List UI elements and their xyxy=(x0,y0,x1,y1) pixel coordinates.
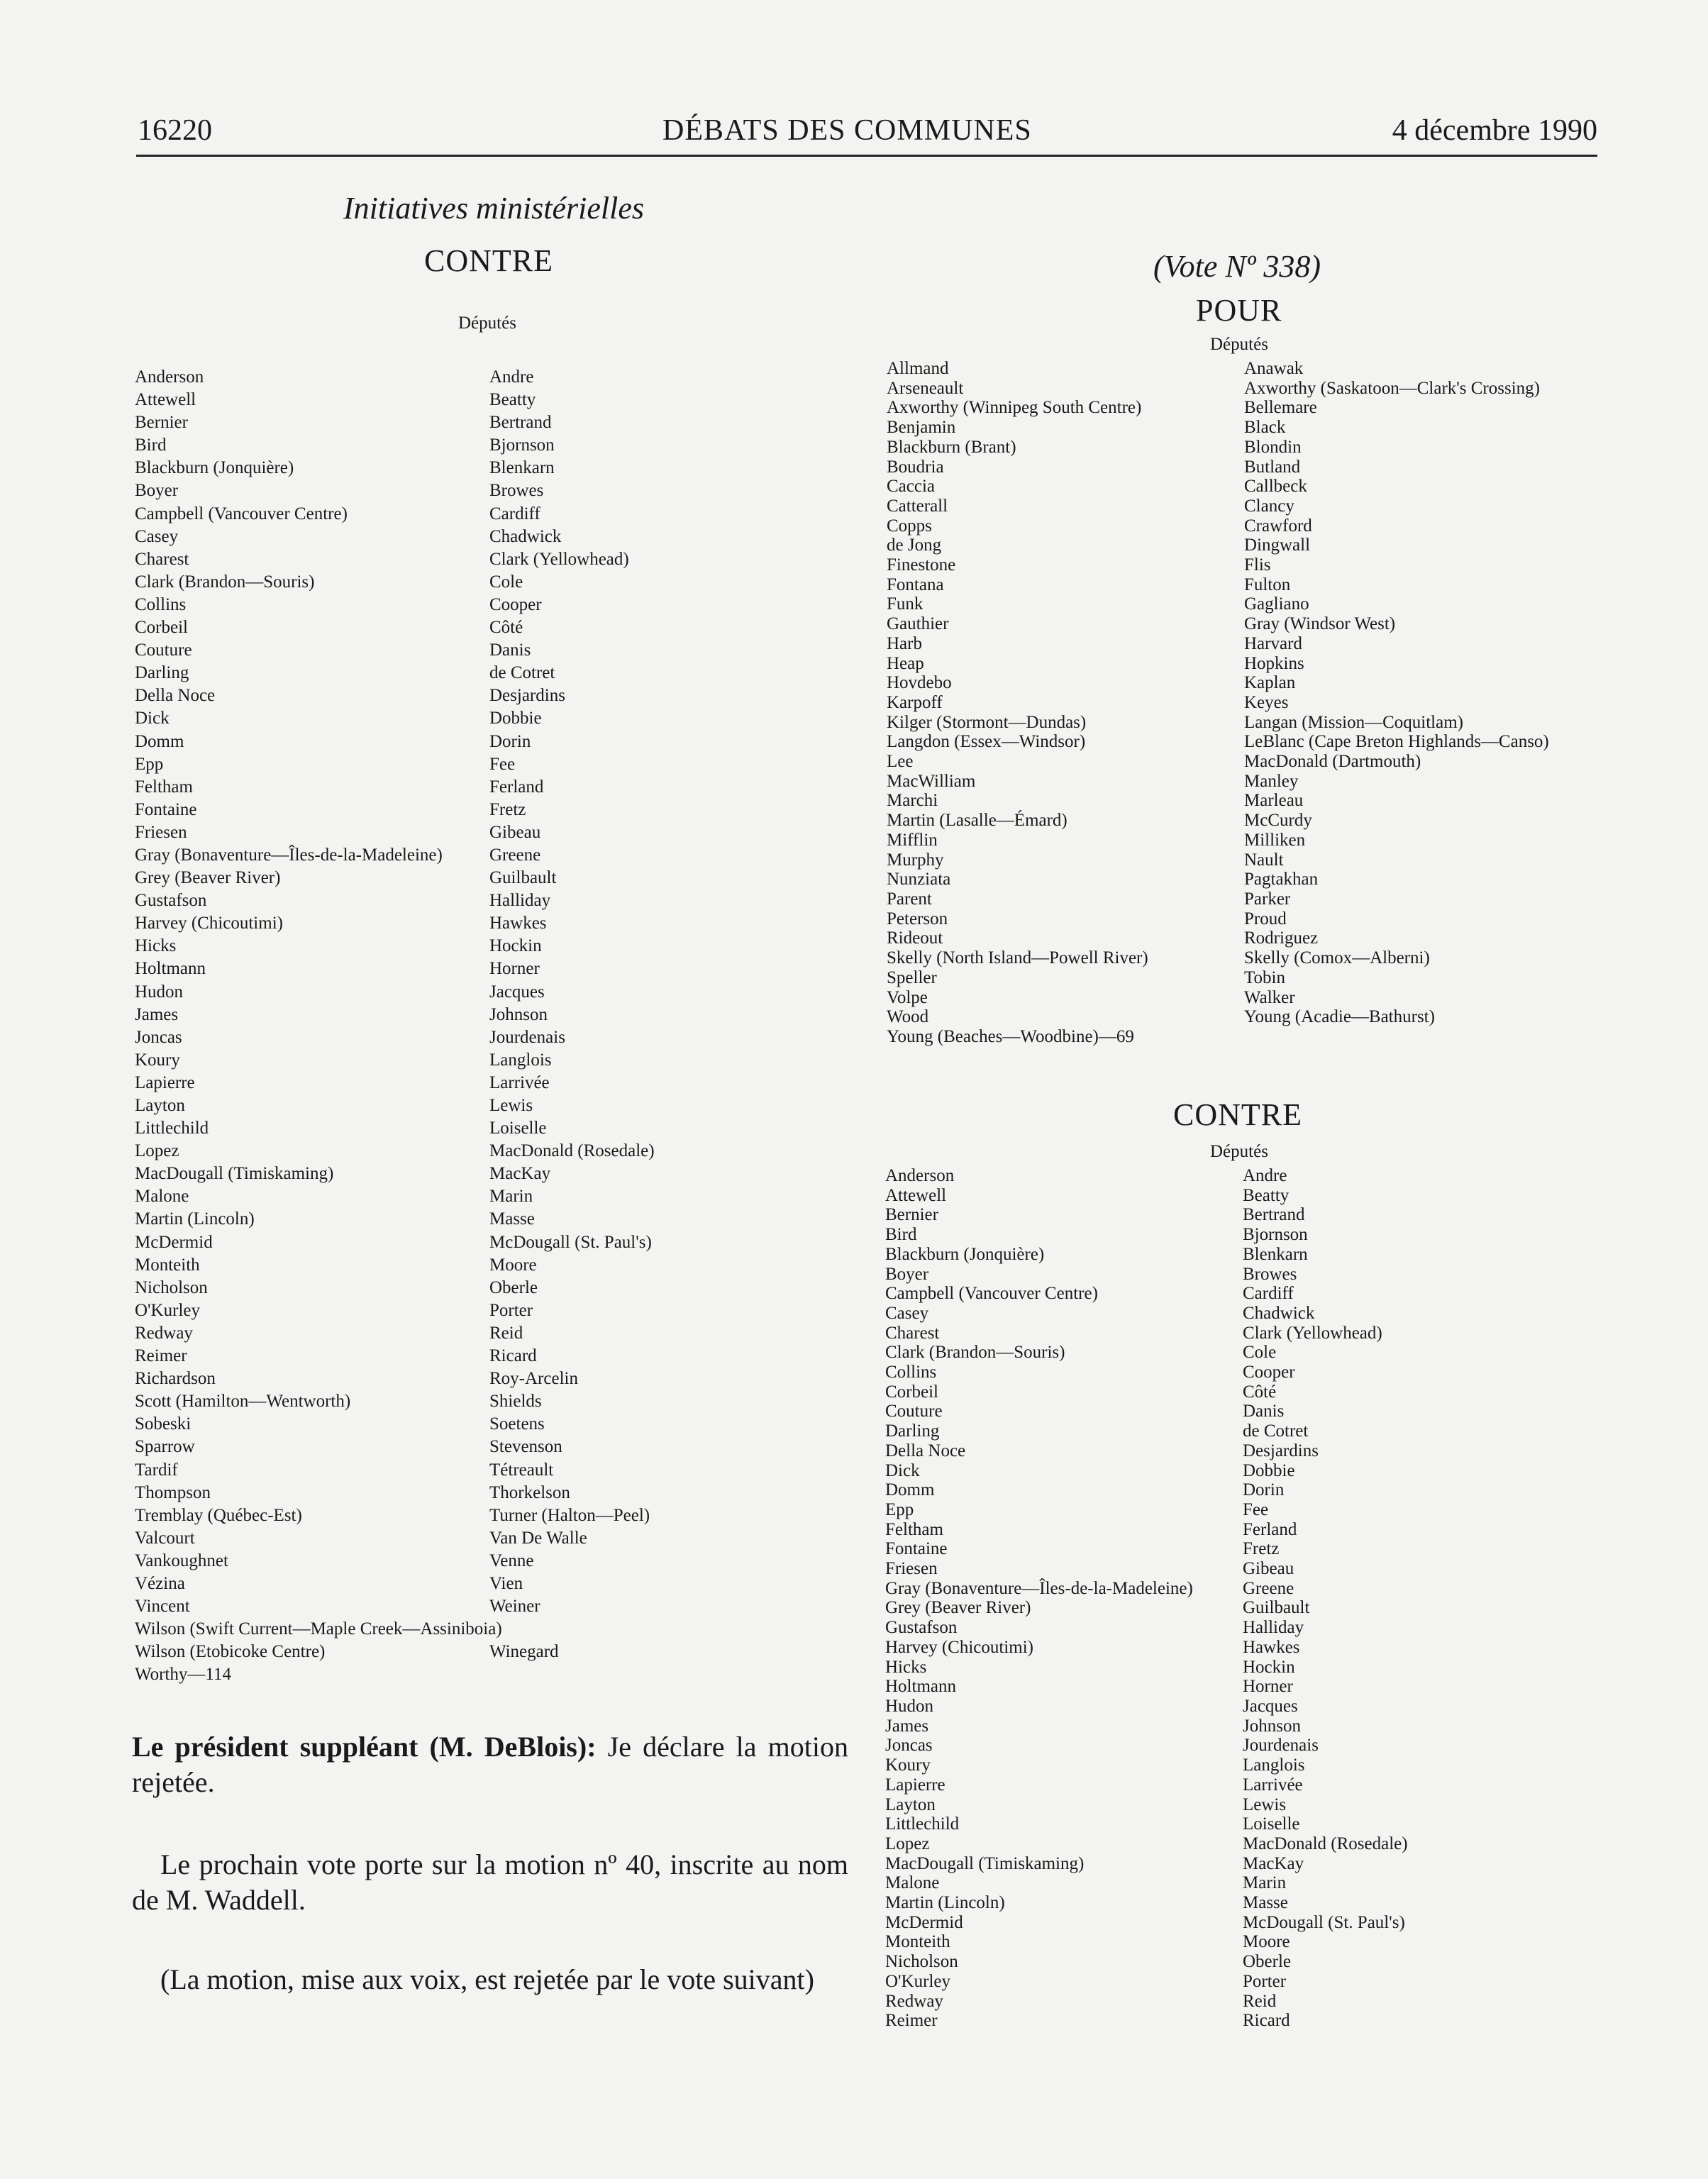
member-name: Butland xyxy=(1244,457,1301,477)
member-name: Marchi xyxy=(887,791,938,811)
member-name: LeBlanc (Cape Breton Highlands—Canso) xyxy=(1244,732,1549,752)
member-name: Hicks xyxy=(885,1657,927,1677)
member-name: MacDougall (Timiskaming) xyxy=(135,1164,334,1184)
member-name: Soetens xyxy=(489,1414,545,1434)
member-name: Browes xyxy=(489,481,544,501)
member-name: Catterall xyxy=(887,496,948,516)
member-name: Joncas xyxy=(885,1736,933,1756)
member-name: Pagtakhan xyxy=(1244,870,1319,889)
member-name: Horner xyxy=(489,959,540,979)
member-name: Peterson xyxy=(887,909,948,928)
member-name: Collins xyxy=(885,1363,937,1382)
member-name: Johnson xyxy=(489,1004,548,1024)
member-name: Côté xyxy=(489,618,523,638)
member-name: Venne xyxy=(489,1551,534,1570)
member-name: Hudon xyxy=(135,982,184,1002)
member-name: Fontaine xyxy=(885,1539,948,1559)
member-name: Tremblay (Québec-Est) xyxy=(135,1505,302,1525)
member-name: Proud xyxy=(1244,909,1287,928)
member-name: Moore xyxy=(1243,1932,1290,1952)
member-name: Moore xyxy=(489,1255,537,1275)
pour-deputes-subheading: Députés xyxy=(1210,335,1268,354)
member-name: Gauthier xyxy=(887,614,949,634)
member-name: Clark (Yellowhead) xyxy=(1243,1323,1382,1343)
member-name: Martin (Lasalle—Émard) xyxy=(887,811,1068,831)
member-name: Lopez xyxy=(135,1141,179,1161)
member-name: Côté xyxy=(1243,1382,1277,1402)
member-name: Charest xyxy=(135,549,189,569)
member-name: Cardiff xyxy=(489,504,540,523)
member-name: Cooper xyxy=(489,594,542,614)
member-name: Lewis xyxy=(489,1096,533,1115)
member-name: Hawkes xyxy=(1243,1637,1300,1657)
member-name: Murphy xyxy=(887,850,944,870)
member-name: Feltham xyxy=(885,1519,943,1539)
member-name: Darling xyxy=(885,1421,940,1441)
member-name: Andre xyxy=(1243,1166,1287,1185)
member-name: Holtmann xyxy=(885,1677,956,1697)
member-name: Gibeau xyxy=(1243,1559,1294,1579)
member-name: Bjornson xyxy=(1243,1225,1308,1245)
member-name: Blackburn (Brant) xyxy=(887,437,1016,457)
member-name: Gray (Bonaventure—Îles-de-la-Madeleine) xyxy=(885,1578,1193,1598)
member-name: Harvey (Chicoutimi) xyxy=(885,1637,1033,1657)
member-name: Larrivée xyxy=(1243,1775,1303,1795)
member-name: McDermid xyxy=(885,1912,963,1932)
member-name: Malone xyxy=(885,1873,940,1893)
member-name: Shields xyxy=(489,1392,542,1412)
member-name: Worthy—114 xyxy=(135,1665,231,1685)
pour-list-col1 xyxy=(887,359,1148,1047)
member-name: Fee xyxy=(1243,1499,1269,1519)
member-name: Caccia xyxy=(887,477,936,497)
member-name: Greene xyxy=(489,845,541,865)
member-name: Larrivée xyxy=(489,1072,550,1092)
member-name: Tobin xyxy=(1244,967,1285,987)
member-name: Kaplan xyxy=(1244,673,1296,693)
member-name: Langlois xyxy=(489,1050,552,1070)
member-name: Fee xyxy=(489,754,516,774)
member-name: Loiselle xyxy=(1243,1814,1300,1834)
publication-date: 4 décembre 1990 xyxy=(1392,114,1597,147)
member-name: Ferland xyxy=(1243,1519,1297,1539)
member-name: Hockin xyxy=(1243,1657,1295,1677)
member-name: Martin (Lincoln) xyxy=(135,1209,255,1229)
member-name: Guilbault xyxy=(489,868,557,888)
member-name: Parent xyxy=(887,889,932,909)
member-name: Black xyxy=(1244,418,1286,438)
member-name xyxy=(489,1618,655,1641)
member-name: MacDonald (Rosedale) xyxy=(489,1141,655,1161)
member-name: Harvey (Chicoutimi) xyxy=(135,914,283,933)
member-name: Desjardins xyxy=(489,686,565,706)
member-name: Fretz xyxy=(489,799,526,819)
member-name: Nicholson xyxy=(135,1277,208,1297)
member-name: Blackburn (Jonquière) xyxy=(135,458,294,478)
member-name: Blondin xyxy=(1244,437,1302,457)
member-name: Dick xyxy=(135,709,170,728)
member-name: James xyxy=(135,1004,179,1024)
left-contre-list-col1 xyxy=(135,366,502,1686)
member-name: MacDonald (Dartmouth) xyxy=(1244,752,1421,772)
member-name: Layton xyxy=(135,1096,185,1115)
member-name: Rideout xyxy=(887,928,943,948)
member-name: Marin xyxy=(1243,1873,1287,1893)
member-name: Dick xyxy=(885,1460,920,1480)
member-name: Arseneault xyxy=(887,378,964,398)
member-name: Della Noce xyxy=(135,686,216,706)
member-name: Dingwall xyxy=(1244,536,1311,555)
member-name: Couture xyxy=(885,1402,943,1421)
member-name: Corbeil xyxy=(135,618,188,638)
member-name: Dorin xyxy=(1243,1480,1285,1500)
member-name: Koury xyxy=(885,1756,931,1775)
member-name: Weiner xyxy=(489,1597,540,1617)
member-name: MacDonald (Rosedale) xyxy=(1243,1834,1408,1853)
member-name: Halliday xyxy=(489,891,551,911)
member-name: Gustafson xyxy=(135,891,207,911)
member-name: Vien xyxy=(489,1573,523,1593)
member-name: Beatty xyxy=(1243,1185,1290,1205)
member-name: de Cotret xyxy=(1243,1421,1309,1441)
member-name: McDougall (St. Paul's) xyxy=(1243,1912,1405,1932)
member-name: Attewell xyxy=(135,390,196,410)
member-name: McDermid xyxy=(135,1232,213,1252)
member-name: Domm xyxy=(885,1480,935,1500)
member-name: Dobbie xyxy=(489,709,542,728)
member-name: Cardiff xyxy=(1243,1284,1294,1304)
member-name: Ferland xyxy=(489,777,544,797)
right-contre-list-col2 xyxy=(1243,1166,1408,2031)
member-name: Nicholson xyxy=(885,1952,958,1972)
member-name: Cole xyxy=(489,572,523,592)
speaker-statement xyxy=(132,1729,848,1800)
member-name: Andre xyxy=(489,367,534,387)
member-name: Malone xyxy=(135,1187,189,1207)
member-name: Reimer xyxy=(135,1346,187,1366)
member-name: Young (Acadie—Bathurst) xyxy=(1244,1007,1435,1027)
section-title: Initiatives ministérielles xyxy=(343,191,645,226)
member-name: Browes xyxy=(1243,1264,1297,1284)
member-name: Scott (Hamilton—Wentworth) xyxy=(135,1392,351,1412)
member-name: Martin (Lincoln) xyxy=(885,1893,1005,1913)
member-name: Vézina xyxy=(135,1573,185,1593)
member-name: Collins xyxy=(135,594,187,614)
member-name: MacWilliam xyxy=(887,771,976,791)
member-name: Ricard xyxy=(1243,2011,1290,2031)
member-name: Thorkelson xyxy=(489,1482,570,1502)
member-name: Grey (Beaver River) xyxy=(885,1598,1031,1618)
member-name: Jacques xyxy=(489,982,545,1002)
member-name: Lapierre xyxy=(135,1072,195,1092)
right-contre-list-col1 xyxy=(885,1166,1193,2031)
member-name: Stevenson xyxy=(489,1437,562,1457)
member-name: Crawford xyxy=(1244,516,1312,536)
member-name: Turner (Halton—Peel) xyxy=(489,1505,650,1525)
member-name: Marin xyxy=(489,1187,533,1207)
member-name: Skelly (Comox—Alberni) xyxy=(1244,948,1430,968)
member-name: Vincent xyxy=(135,1597,190,1617)
member-name: Karpoff xyxy=(887,692,943,712)
member-name: Copps xyxy=(887,516,932,536)
member-name: Redway xyxy=(135,1323,193,1343)
member-name: Fretz xyxy=(1243,1539,1280,1559)
member-name: de Cotret xyxy=(489,663,555,683)
member-name: Beatty xyxy=(489,390,536,410)
member-name: Hicks xyxy=(135,936,177,956)
member-name: Blenkarn xyxy=(489,458,555,478)
member-name: Bjornson xyxy=(489,436,555,455)
member-name: Flis xyxy=(1244,555,1271,575)
member-name: Speller xyxy=(887,967,937,987)
right-contre-heading: CONTRE xyxy=(1173,1097,1302,1132)
member-name: Bernier xyxy=(135,413,188,433)
member-name: Desjardins xyxy=(1243,1441,1319,1460)
member-name: Bellemare xyxy=(1244,398,1317,418)
member-name: Langan (Mission—Coquitlam) xyxy=(1244,712,1463,732)
member-name: Masse xyxy=(1243,1893,1288,1913)
member-name: Vankoughnet xyxy=(135,1551,228,1570)
pour-list-col2 xyxy=(1244,359,1549,1027)
member-name: Danis xyxy=(1243,1402,1285,1421)
member-name: Epp xyxy=(135,754,164,774)
member-name: Rodriguez xyxy=(1244,928,1319,948)
member-name: Roy-Arcelin xyxy=(489,1369,578,1389)
member-name: Reid xyxy=(489,1323,523,1343)
page-number: 16220 xyxy=(138,114,212,147)
member-name: Darling xyxy=(135,663,189,683)
member-name: Blackburn (Jonquière) xyxy=(885,1244,1045,1264)
member-name: Lapierre xyxy=(885,1775,946,1795)
member-name: Axworthy (Saskatoon—Clark's Crossing) xyxy=(1244,378,1540,398)
member-name: Feltham xyxy=(135,777,193,797)
member-name: Gray (Windsor West) xyxy=(1244,614,1396,634)
member-name: de Jong xyxy=(887,536,942,555)
member-name: Volpe xyxy=(887,987,928,1007)
member-name: Langlois xyxy=(1243,1756,1305,1775)
member-name: Lopez xyxy=(885,1834,930,1853)
member-name: Boyer xyxy=(135,481,179,501)
member-name: Lee xyxy=(887,752,914,772)
member-name: Charest xyxy=(885,1323,940,1343)
header-rule xyxy=(136,155,1597,157)
member-name: Tétreault xyxy=(489,1460,554,1480)
member-name: Winegard xyxy=(489,1642,559,1662)
member-name: Gagliano xyxy=(1244,594,1309,614)
member-name: Loiselle xyxy=(489,1119,547,1138)
member-name: McCurdy xyxy=(1244,811,1312,831)
member-name: Holtmann xyxy=(135,959,206,979)
member-name: Joncas xyxy=(135,1027,182,1047)
member-name: Harb xyxy=(887,633,922,653)
member-name: Johnson xyxy=(1243,1716,1301,1736)
member-name: Axworthy (Winnipeg South Centre) xyxy=(887,398,1142,418)
member-name: Young (Beaches—Woodbine)—69 xyxy=(887,1026,1134,1046)
member-name: Layton xyxy=(885,1795,936,1814)
member-name: Halliday xyxy=(1243,1618,1304,1638)
member-name: Bertrand xyxy=(489,413,552,433)
member-name: Jourdenais xyxy=(489,1027,565,1047)
member-name: Keyes xyxy=(1244,692,1289,712)
member-name: Nault xyxy=(1244,850,1284,870)
member-name: Campbell (Vancouver Centre) xyxy=(135,504,348,523)
member-name: O'Kurley xyxy=(885,1971,950,1991)
member-name: Fontana xyxy=(887,575,944,594)
member-name: MacDougall (Timiskaming) xyxy=(885,1853,1085,1873)
member-name: Reid xyxy=(1243,1991,1277,2011)
member-name: Clark (Brandon—Souris) xyxy=(885,1343,1065,1363)
member-name: Casey xyxy=(885,1303,929,1323)
left-contre-list-col2 xyxy=(489,366,655,1663)
member-name: Lewis xyxy=(1243,1795,1287,1814)
speaker-name: Le président suppléant (M. DeBlois): xyxy=(132,1731,597,1763)
member-name: Cole xyxy=(1243,1343,1277,1363)
member-name: Oberle xyxy=(489,1277,538,1297)
member-name: Attewell xyxy=(885,1185,947,1205)
member-name: Grey (Beaver River) xyxy=(135,868,281,888)
member-name: Bernier xyxy=(885,1205,938,1225)
member-name: Porter xyxy=(1243,1971,1287,1991)
pour-heading: POUR xyxy=(1196,293,1282,328)
member-name: Couture xyxy=(135,641,192,660)
member-name: Friesen xyxy=(135,822,187,842)
member-name: Wilson (Swift Current—Maple Creek—Assiniboia) xyxy=(135,1619,502,1639)
member-name: Thompson xyxy=(135,1482,211,1502)
member-name: Monteith xyxy=(135,1255,200,1275)
member-name: Anderson xyxy=(135,367,204,387)
member-name: Clark (Yellowhead) xyxy=(489,549,629,569)
member-name: Harvard xyxy=(1244,633,1302,653)
member-name: Parker xyxy=(1244,889,1291,909)
member-name: Funk xyxy=(887,594,924,614)
member-name: Redway xyxy=(885,1991,943,2011)
left-deputes-subheading: Députés xyxy=(458,314,516,333)
member-name: Domm xyxy=(135,731,184,751)
member-name: Anawak xyxy=(1244,359,1304,378)
left-contre-heading: CONTRE xyxy=(424,243,553,278)
member-name: Littlechild xyxy=(885,1814,960,1834)
member-name: Hockin xyxy=(489,936,542,956)
member-name: Benjamin xyxy=(887,418,956,438)
member-name: Boyer xyxy=(885,1264,929,1284)
member-name: Hawkes xyxy=(489,914,547,933)
member-name: Heap xyxy=(887,653,924,673)
member-name: Porter xyxy=(489,1300,533,1320)
member-name: Jourdenais xyxy=(1243,1736,1319,1756)
member-name: Horner xyxy=(1243,1677,1293,1697)
member-name: Fulton xyxy=(1244,575,1291,594)
member-name: Wood xyxy=(887,1007,929,1027)
member-name: McDougall (St. Paul's) xyxy=(489,1232,652,1252)
member-name: Manley xyxy=(1244,771,1299,791)
member-name: Marleau xyxy=(1244,791,1304,811)
member-name: Bird xyxy=(885,1225,917,1245)
member-name: Epp xyxy=(885,1499,914,1519)
member-name: Hudon xyxy=(885,1696,934,1716)
member-name: Kilger (Stormont—Dundas) xyxy=(887,712,1087,732)
member-name: James xyxy=(885,1716,929,1736)
member-name: Ricard xyxy=(489,1346,537,1366)
member-name: Gibeau xyxy=(489,822,541,842)
member-name: Van De Walle xyxy=(489,1528,587,1548)
member-name: Wilson (Etobicoke Centre) xyxy=(135,1642,326,1662)
member-name: Clancy xyxy=(1244,496,1294,516)
member-name: Skelly (North Island—Powell River) xyxy=(887,948,1148,968)
member-name: Della Noce xyxy=(885,1441,966,1460)
member-name: Anderson xyxy=(885,1166,955,1185)
vote-number-label: (Vote Nº 338) xyxy=(1153,249,1321,284)
member-name: Gustafson xyxy=(885,1618,958,1638)
member-name: Monteith xyxy=(885,1932,950,1952)
vote-result-paragraph: (La motion, mise aux voix, est rejetée par le vote suivant) xyxy=(160,1963,814,1995)
member-name: Milliken xyxy=(1244,830,1306,850)
member-name: Callbeck xyxy=(1244,477,1307,497)
member-name: Mifflin xyxy=(887,830,938,850)
member-name: Greene xyxy=(1243,1578,1294,1598)
member-name: Masse xyxy=(489,1209,535,1229)
member-name: Dorin xyxy=(489,731,531,751)
member-name: Finestone xyxy=(887,555,956,575)
member-name: Oberle xyxy=(1243,1952,1292,1972)
member-name: Reimer xyxy=(885,2011,938,2031)
member-name: Valcourt xyxy=(135,1528,195,1548)
member-name: Allmand xyxy=(887,359,949,378)
member-name: Corbeil xyxy=(885,1382,938,1402)
right-contre-deputes-subheading: Députés xyxy=(1210,1142,1268,1161)
member-name: Bertrand xyxy=(1243,1205,1305,1225)
member-name: Cooper xyxy=(1243,1363,1295,1382)
member-name: Friesen xyxy=(885,1559,938,1579)
member-name: Bird xyxy=(135,436,167,455)
speaker-text: Je déclare la motion rejetée. xyxy=(132,1731,848,1798)
member-name: Nunziata xyxy=(887,870,951,889)
member-name: Campbell (Vancouver Centre) xyxy=(885,1284,1098,1304)
member-name: Sparrow xyxy=(135,1437,195,1457)
member-name: Langdon (Essex—Windsor) xyxy=(887,732,1086,752)
member-name: Clark (Brandon—Souris) xyxy=(135,572,315,592)
member-name: Richardson xyxy=(135,1369,216,1389)
member-name: Hovdebo xyxy=(887,673,952,693)
member-name: Sobeski xyxy=(135,1414,192,1434)
member-name: Littlechild xyxy=(135,1119,209,1138)
member-name: Jacques xyxy=(1243,1696,1298,1716)
publication-title: DÉBATS DES COMMUNES xyxy=(662,114,1032,147)
member-name: Koury xyxy=(135,1050,180,1070)
member-name: MacKay xyxy=(489,1164,551,1184)
member-name: MacKay xyxy=(1243,1853,1304,1873)
member-name: Boudria xyxy=(887,457,944,477)
member-name: Casey xyxy=(135,526,179,546)
member-name: Tardif xyxy=(135,1460,178,1480)
member-name: Chadwick xyxy=(489,526,562,546)
member-name: Gray (Bonaventure—Îles-de-la-Madeleine) xyxy=(135,845,443,865)
member-name: O'Kurley xyxy=(135,1300,200,1320)
member-name: Hopkins xyxy=(1244,653,1304,673)
member-name: Guilbault xyxy=(1243,1598,1310,1618)
member-name: Blenkarn xyxy=(1243,1244,1308,1264)
member-name: Chadwick xyxy=(1243,1303,1315,1323)
member-name: Dobbie xyxy=(1243,1460,1295,1480)
member-name: Walker xyxy=(1244,987,1295,1007)
next-vote-paragraph: Le prochain vote porte sur la motion nº 40, inscrite au nom de M. Waddell. xyxy=(132,1848,848,1916)
member-name: Fontaine xyxy=(135,799,197,819)
member-name: Danis xyxy=(489,641,531,660)
